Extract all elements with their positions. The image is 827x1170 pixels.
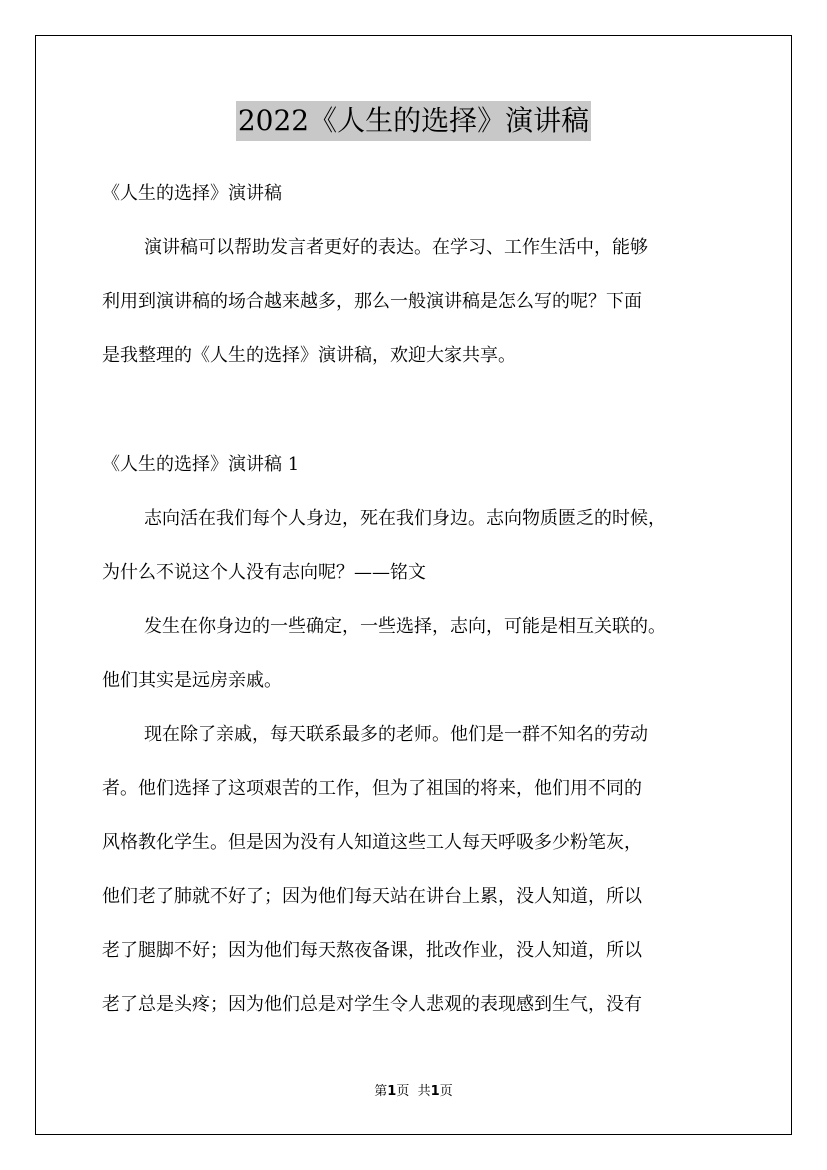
paragraph-line: 演讲稿可以帮助发言者更好的表达。在学习、工作生活中，能够 xyxy=(144,237,648,258)
section-heading: 《人生的选择》演讲稿 1 xyxy=(102,454,300,475)
paragraph-line: 者。他们选择了这项艰苦的工作，但为了祖国的将来，他们用不同的 xyxy=(102,778,642,799)
paragraph-line: 发生在你身边的一些确定，一些选择，志向，可能是相互关联的。 xyxy=(144,616,666,637)
paragraph-line: 风格教化学生。但是因为没有人知道这些工人每天呼吸多少粉笔灰， xyxy=(102,832,642,853)
paragraph-line: 他们老了肺就不好了；因为他们每天站在讲台上累，没人知道，所以 xyxy=(102,886,642,907)
subtitle-line: 《人生的选择》演讲稿 xyxy=(102,183,282,204)
document-title: 2022《人生的选择》演讲稿 xyxy=(236,101,591,141)
total-suffix: 页 xyxy=(439,1084,453,1099)
paragraph-line: 志向活在我们每个人身边，死在我们身边。志向物质匮乏的时候， xyxy=(144,508,666,529)
page-prefix: 第 xyxy=(374,1084,388,1099)
total-prefix: 共 xyxy=(417,1084,431,1099)
page-number: 1 xyxy=(387,1084,397,1099)
page-suffix: 页 xyxy=(396,1084,410,1099)
page-footer xyxy=(0,1083,827,1101)
paragraph-line: 是我整理的《人生的选择》演讲稿，欢迎大家共享。 xyxy=(102,345,516,366)
title-container xyxy=(0,101,827,141)
paragraph-line: 利用到演讲稿的场合越来越多，那么一般演讲稿是怎么写的呢？下面 xyxy=(102,291,642,312)
paragraph-line: 为什么不说这个人没有志向呢？——铭文 xyxy=(102,562,426,583)
paragraph-line: 老了总是头疼；因为他们总是对学生令人悲观的表现感到生气，没有 xyxy=(102,994,642,1015)
total-pages: 1 xyxy=(430,1084,440,1099)
paragraph-line: 老了腿脚不好；因为他们每天熬夜备课，批改作业，没人知道，所以 xyxy=(102,940,642,961)
paragraph-line: 现在除了亲戚，每天联系最多的老师。他们是一群不知名的劳动 xyxy=(144,724,648,745)
paragraph-line: 他们其实是远房亲戚。 xyxy=(102,670,282,691)
